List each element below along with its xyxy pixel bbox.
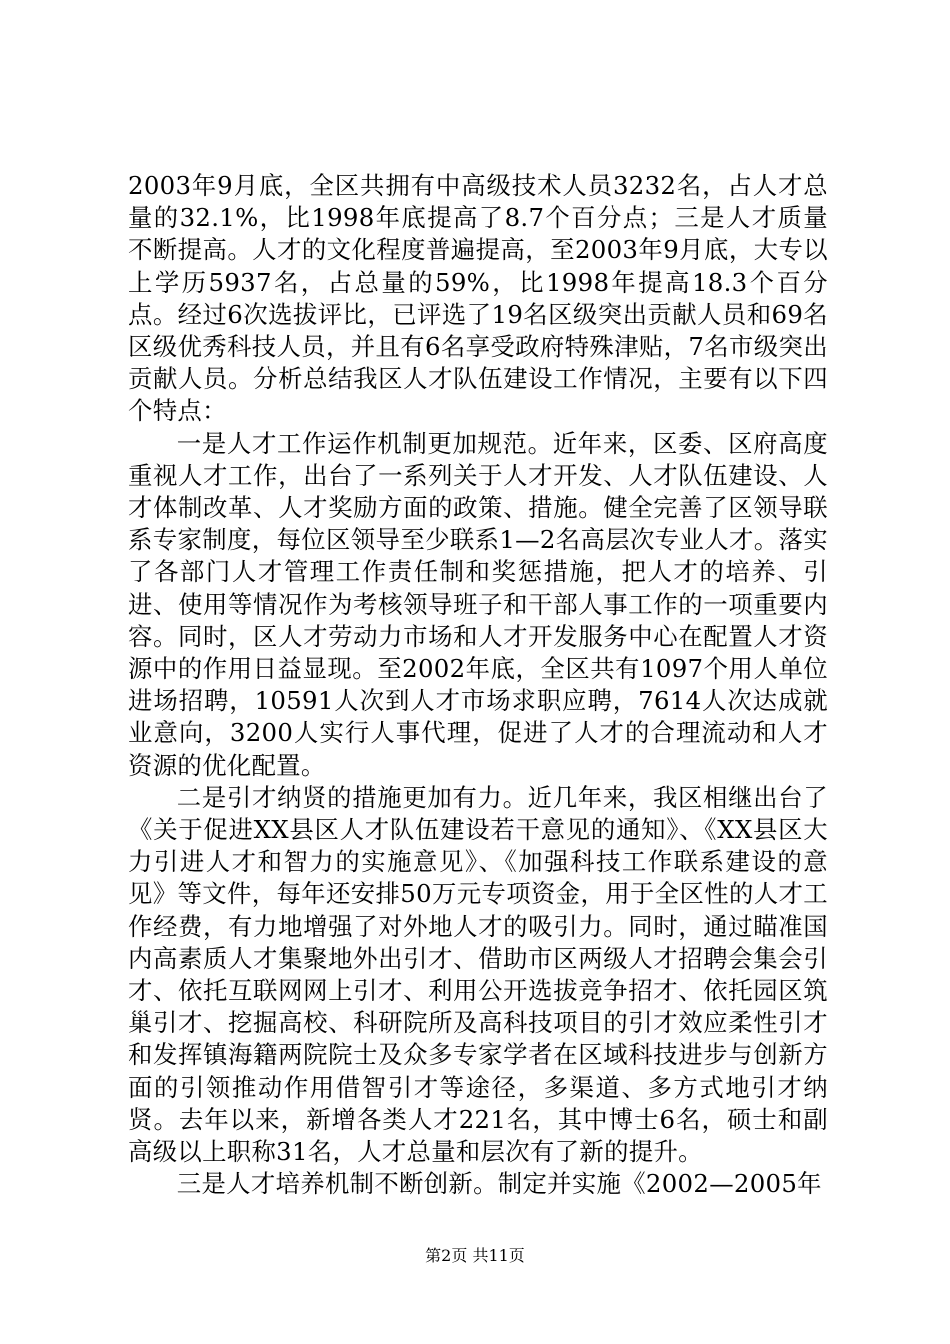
paragraph-2: 一是人才工作运作机制更加规范。近年来，区委、区府高度重视人才工作，出台了一系列关于人才开发、人才队伍建设、人才体制改革、人才奖励方面的政策、措施。健全完善了区领导联系专家制度，每位区领导至少联系1—2名高层次专业人才。落实了各部门人才管理工作责任制和奖惩措施，把人才的培养、引进、使用等情况作为考核领导班子和干部人事工作的一项重要内容。同时，区人才劳动力市场和人才开发服务中心在配置人才资源中的作用日益显现。至2002年底，全区共有1097个用人单位进场招聘，10591人次到人才市场求职应聘，7614人次达成就业意向，3200人实行人事代理，促进了人才的合理流动和人才资源的优化配置。 — [128, 428, 828, 780]
paragraph-4: 三是人才培养机制不断创新。制定并实施《2002—2005年 — [176, 1169, 822, 1199]
document-body — [128, 170, 828, 1201]
paragraph-1: 2003年9月底，全区共拥有中高级技术人员3232名，占人才总量的32.1%，比1998年底提高了8.7个百分点；三是人才质量不断提高。人才的文化程度普遍提高，至2003年9月底，大专以上学历5937名，占总量的59%，比1998年提高18.3个百分点。经过6次选拔评比，已评选了19名区级突出贡献人员和69名区级优秀科技人员，并且有6名享受政府特殊津贴，7名市级突出贡献人员。分析总结我区人才队伍建设工作情况，主要有以下四个特点： — [128, 171, 828, 426]
paragraph-3: 二是引才纳贤的措施更加有力。近几年来，我区相继出台了《关于促进XX县区人才队伍建设若干意见的通知》、《XX县区大力引进人才和智力的实施意见》、《加强科技工作联系建设的意见》等文件，每年还安排50万元专项资金，用于全区性的人才工作经费，有力地增强了对外地人才的吸引力。同时，通过瞄准国内高素质人才集聚地外出引才、借助市区两级人才招聘会集会引才、依托互联网网上引才、利用公开选拔竞争招才、依托园区筑巢引才、挖掘高校、科研院所及高科技项目的引才效应柔性引才和发挥镇海籍两院院士及众多专家学者在区域科技进步与创新方面的引领推动作用借智引才等途径，多渠道、多方式地引才纳贤。去年以来，新增各类人才221名，其中博士6名，硕士和副高级以上职称31名，人才总量和层次有了新的提升。 — [128, 782, 828, 1167]
page-footer: 第2页 共11页 — [425, 1246, 525, 1265]
